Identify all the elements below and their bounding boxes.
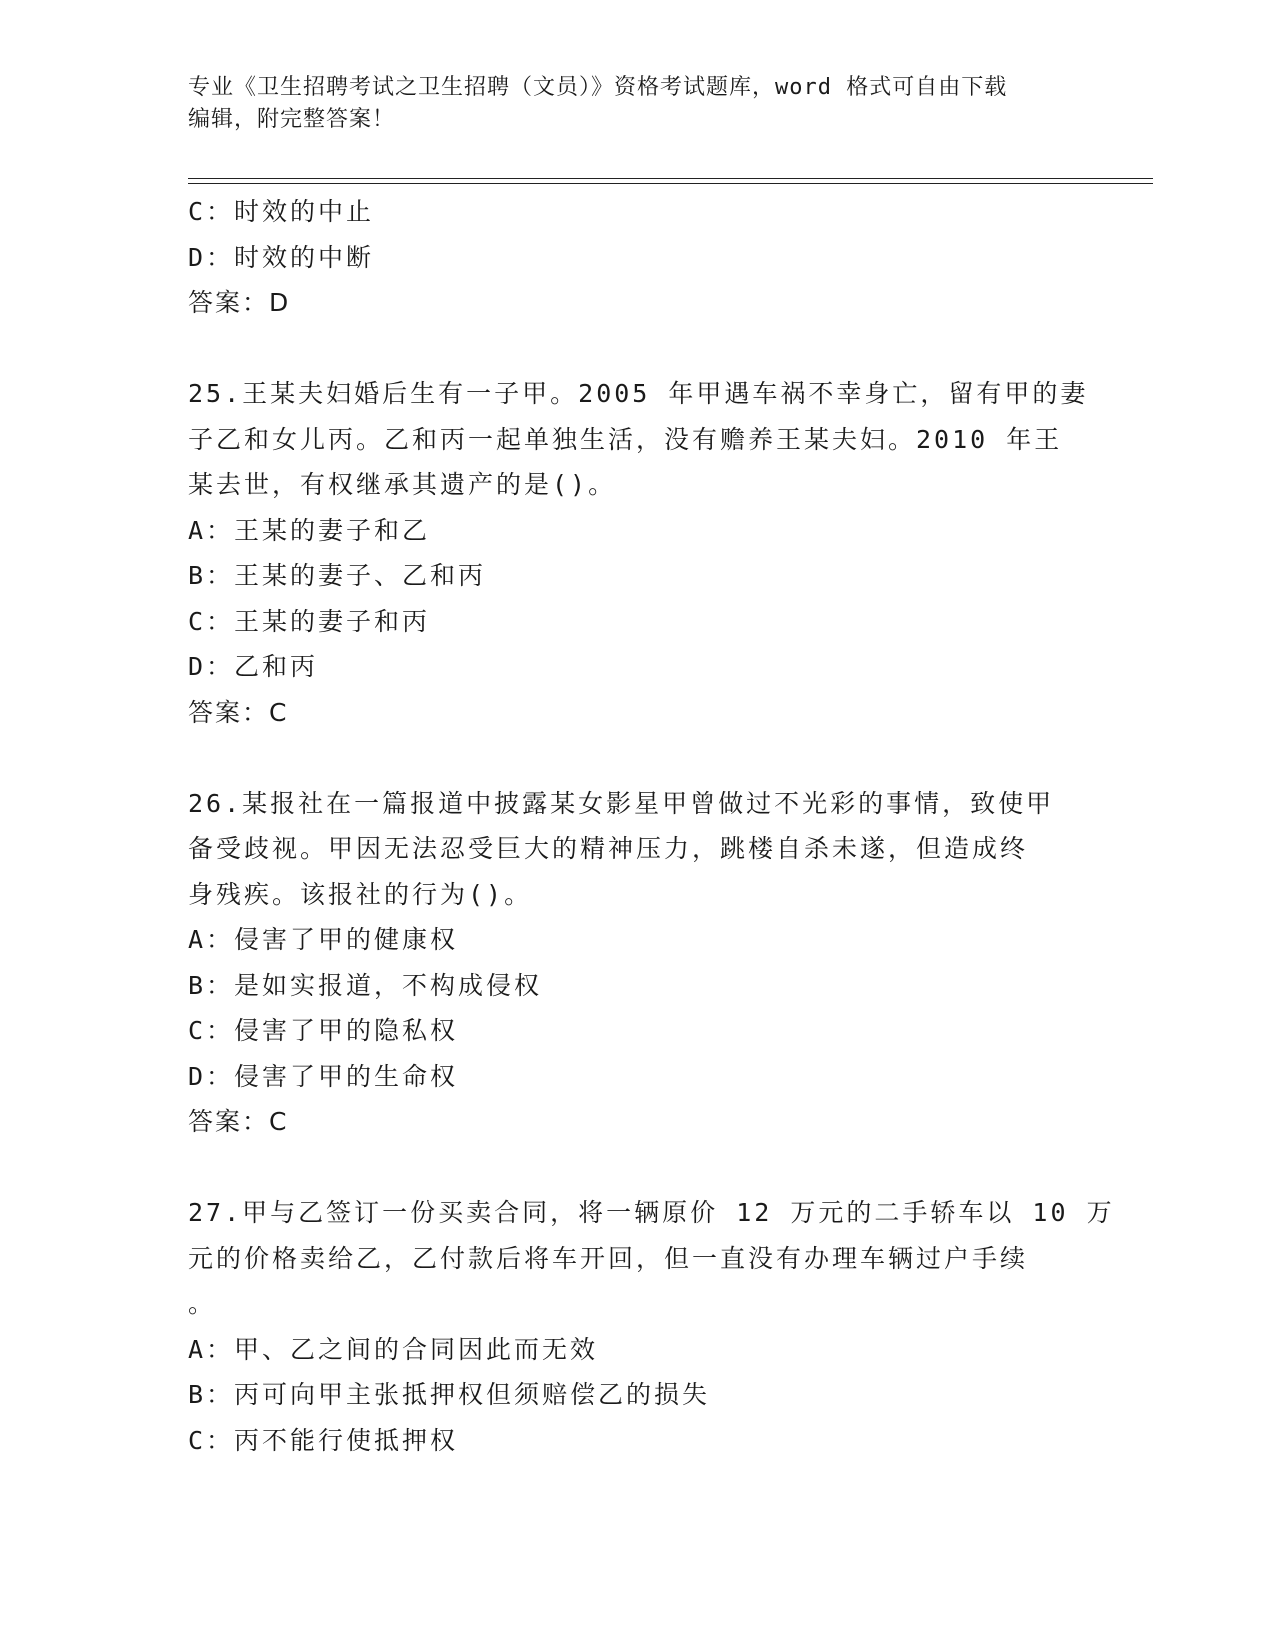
option-a: A：王某的妻子和乙 — [188, 515, 431, 545]
question-stem-line: 26.某报社在一篇报道中披露某女影星甲曾做过不光彩的事情，致使甲 — [188, 788, 1055, 818]
option-a: A：侵害了甲的健康权 — [188, 925, 459, 954]
header-rule-top — [188, 178, 1153, 179]
option-d: D：乙和丙 — [188, 652, 319, 681]
option-c: C：侵害了甲的隐私权 — [188, 1016, 459, 1045]
option-b: B：是如实报道，不构成侵权 — [188, 970, 543, 1000]
question-stem-line: 子乙和女儿丙。乙和丙一起单独生活，没有赡养王某夫妇。2010 年王 — [188, 424, 1063, 454]
option-c: C：时效的中止 — [188, 197, 375, 226]
header-line-2: 编辑，附完整答案！ — [188, 107, 396, 132]
question-stem-line: 27.甲与乙签订一份买卖合同，将一辆原价 12 万元的二手轿车以 10 万 — [188, 1198, 1115, 1227]
question-25 — [188, 371, 1088, 735]
option-d: D：侵害了甲的生命权 — [188, 1061, 459, 1091]
question-stem-line: 身残疾。该报社的行为()。 — [188, 879, 533, 909]
question-stem-line: 元的价格卖给乙，乙付款后将车开回，但一直没有办理车辆过户手续 — [188, 1243, 1029, 1273]
question-stem-line: 。 — [188, 1289, 217, 1318]
spacer — [188, 1145, 1088, 1191]
option-a: A：甲、乙之间的合同因此而无效 — [188, 1334, 599, 1364]
document-header — [188, 72, 1088, 136]
document-body — [188, 189, 1115, 1463]
answer-line: 答案：D — [188, 288, 291, 317]
option-b: B：丙可向甲主张抵押权但须赔偿乙的损失 — [188, 1380, 711, 1409]
question-stem-line: 备受歧视。甲因无法忍受巨大的精神压力，跳楼自杀未遂，但造成终 — [188, 834, 1029, 863]
answer-line: 答案：C — [188, 697, 289, 727]
question-26 — [188, 781, 1088, 1145]
question-stem-line: 25.王某夫妇婚后生有一子甲。2005 年甲遇车祸不幸身亡，留有甲的妻 — [188, 379, 1089, 408]
option-c: C：王某的妻子和丙 — [188, 606, 431, 636]
question-27 — [188, 1190, 1115, 1463]
question-24-tail — [188, 189, 1088, 326]
spacer — [188, 326, 1088, 372]
answer-line: 答案：C — [188, 1107, 289, 1136]
header-rule-bottom — [188, 183, 1153, 184]
option-d: D：时效的中断 — [188, 242, 375, 272]
option-c: C：丙不能行使抵押权 — [188, 1425, 459, 1455]
header-line-1: 专业《卫生招聘考试之卫生招聘（文员）》资格考试题库，word 格式可自由下载 — [188, 75, 1008, 100]
option-b: B：王某的妻子、乙和丙 — [188, 561, 487, 590]
question-stem-line: 某去世，有权继承其遗产的是()。 — [188, 470, 617, 499]
spacer — [188, 735, 1088, 781]
